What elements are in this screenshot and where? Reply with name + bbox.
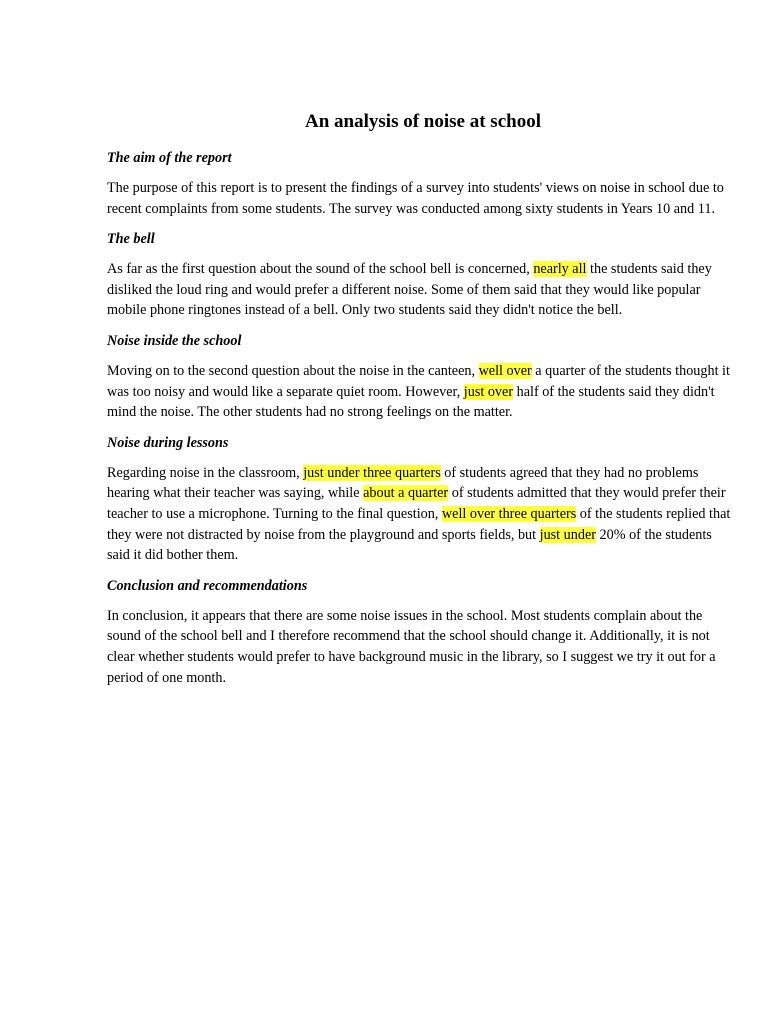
document-page <box>107 108 735 698</box>
highlighted-phrase: about a quarter <box>363 485 449 502</box>
highlighted-phrase: just under three quarters <box>303 464 441 481</box>
report-sections <box>107 148 735 688</box>
section-paragraph <box>107 259 735 321</box>
section-heading: The aim of the report <box>107 150 232 166</box>
paragraph-text: Regarding noise in the classroom, <box>107 464 304 481</box>
paragraph-text: Moving on to the second question about the noise in the canteen, <box>107 362 479 379</box>
highlighted-phrase: nearly all <box>533 261 587 278</box>
paragraph-text: of the students replied that they were not distracted by noise from the playground and sports fields, but <box>107 505 731 543</box>
section-heading: Conclusion and recommendations <box>107 577 308 594</box>
paragraph-text: of students admitted that they would prefer their teacher to use a microphone. Turning to the final question, <box>107 485 726 522</box>
highlighted-phrase: well over three quarters <box>441 505 577 522</box>
section-heading: Noise during lessons <box>107 434 229 451</box>
paragraph-text: As far as the first question about the sound of the school bell is concerned, <box>107 261 534 278</box>
highlighted-phrase: just under <box>539 526 596 543</box>
highlighted-phrase: just over <box>463 383 514 400</box>
section-paragraph <box>107 606 735 688</box>
section-heading: The bell <box>107 231 155 248</box>
section-paragraph <box>107 463 735 566</box>
paragraph-text: The purpose of this report is to present the findings of a survey into students' views on noise in school due to recent complaints from some students. The survey was conducted among sixty students in Years 10 and 11. <box>107 180 724 217</box>
paragraph-text: of students agreed that they had no problems hearing what their teacher was saying, while <box>107 464 699 502</box>
paragraph-text: In conclusion, it appears that there are some noise issues in the school. Most students complain about the sound of the school bell and I therefore recommend that the school should change it. Additionally, it is not clear whether students would prefer to have background music in the library, so I suggest we try it out for a period of one month. <box>107 607 716 686</box>
section-paragraph <box>107 178 735 219</box>
section-heading: Noise inside the school <box>107 332 242 349</box>
paragraph-text: 20% of the students said it did bother them. <box>107 526 712 564</box>
paragraph-text: a quarter of the students thought it was too noisy and would like a separate quiet room. However, <box>107 362 730 400</box>
highlighted-phrase: well over <box>478 362 532 379</box>
paragraph-text: the students said they disliked the loud ring and would prefer a different noise. Some of them said that they would like popular mobile phone ringtones instead of a bell. Only two students said they didn't notice the bell. <box>107 261 712 319</box>
page-title: An analysis of noise at school <box>305 111 541 132</box>
paragraph-text: half of the students said they didn't mind the noise. The other students had no strong feelings on the matter. <box>107 383 715 421</box>
section-paragraph <box>107 361 735 423</box>
